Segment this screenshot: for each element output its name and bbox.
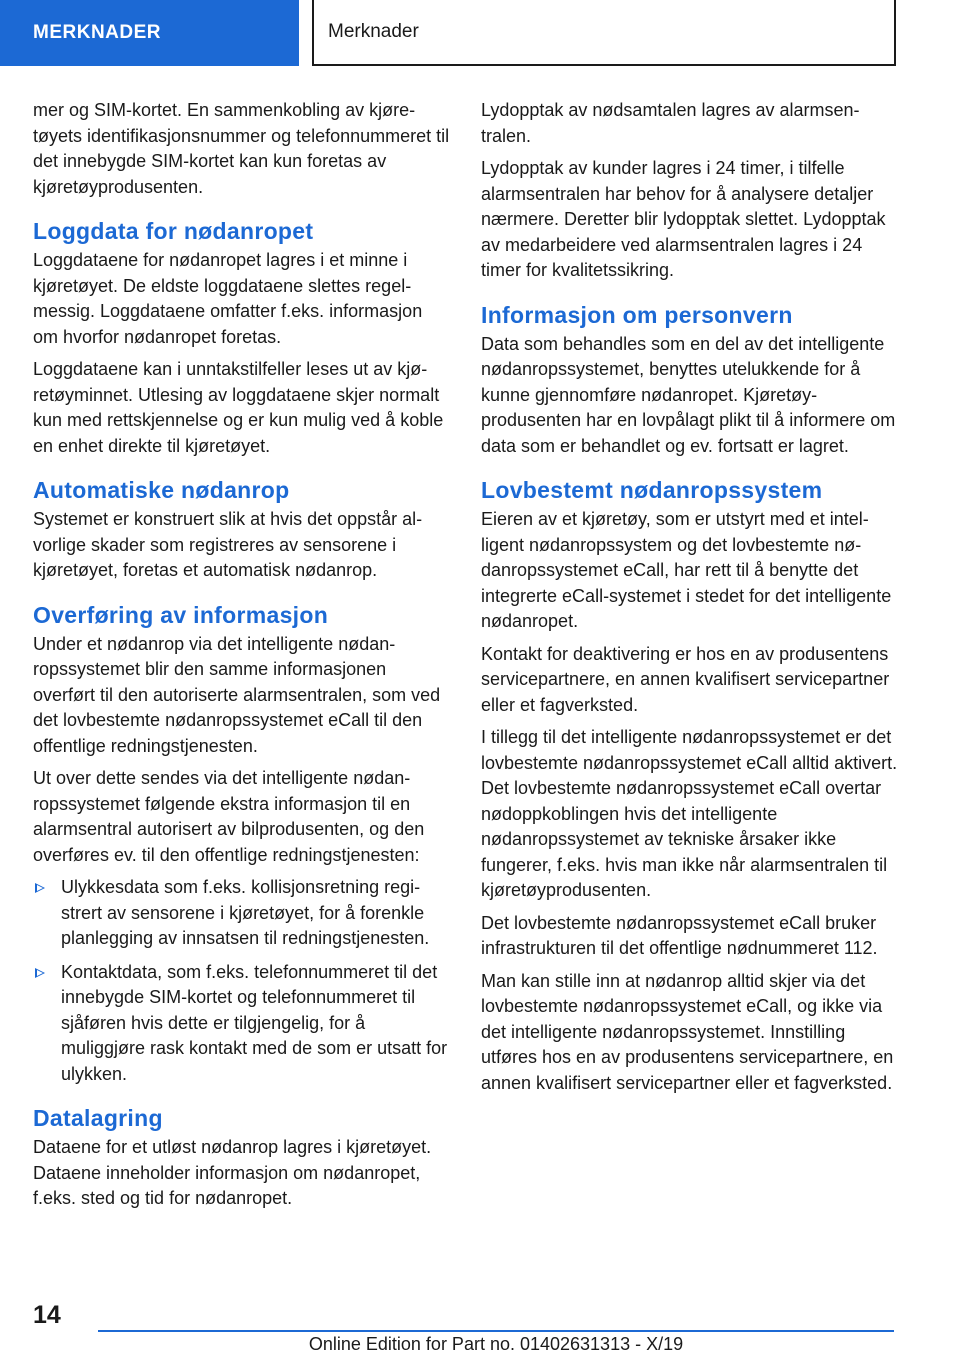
right-column [481,98,899,1103]
triangle-bullet-icon [35,968,45,978]
paragraph: Eieren av et kjøretøy, som er utstyrt med et intelligent nødanropssystem og det lovbestemte nødanropssystemet eCall, har rett til å benytte det integrerte eCall-systemet i stedet for det intelligente nødanropet. [481,509,892,631]
chapter-tab: MERKNADER [0,0,299,66]
heading-loggdata: Loggdata for nødanropet [33,218,314,244]
footer-edition-text: Online Edition for Part no. 01402631313 - X/19 [308,1334,684,1354]
bullet-list [33,875,451,1087]
paragraph: I tillegg til det intelligente nødanropssystemet er det lovbestemte nødanropssystemet eCall alltid aktivert. Det lovbestemte nødanropssystemet eCall overtar nødoppkoblingen hvis det intelligente nødanropssystemet av tekniske årsaker ikke fungerer, f.eks. hvis man ikke når alarmsentralen til kjøretøyprodusenten. [481,727,898,900]
paragraph: Loggdataene for nødanropet lagres i et minne i kjøretøyet. De eldste loggdataene slettes regelmessig. Loggdataene omfatter f.eks. informasjon om hvorfor nødanropet foretas. [33,250,423,347]
paragraph: Lydopptak av nødsamtalen lagres av alarmsentralen. [481,100,860,146]
paragraph: Loggdataene kan i unntakstilfeller leses ut av kjøretøyminnet. Utlesing av loggdataene skjer normalt kun med rettskjennelse og er kun mulig ved å koble en enhet direkte til kjøretøyet. [33,359,444,456]
left-column [33,98,451,1219]
list-item-text: Ulykkesdata som f.eks. kollisjonsretning registrert av sensorene i kjøretøyet, for å forenkle planlegging av innsatsen til redningstjenesten. [61,877,430,948]
page-header-title: Merknader [312,0,896,66]
heading-personvern: Informasjon om personvern [481,301,793,328]
intro-paragraph: mer og SIM-kortet. En sammenkobling av kjøretøyets identifikasjonsnummer og telefonnummeret til det innebygde SIM-kortet kan kun foretas av kjøretøyprodusenten. [33,100,450,197]
footer-divider [98,1330,894,1332]
paragraph: Man kan stille inn at nødanrop alltid skjer via det lovbestemte nødanropssystemet eCall, og ikke via det intelligente nødanropssystemet. Innstilling utføres hos en av produsentens servicepartnere, en annen kvalifisert servicepartner eller et fagverksted. [481,970,894,1093]
paragraph: Systemet er konstruert slik at hvis det oppstår alvorlige skader som registreres av sensorene i kjøretøyet, foretas et automatisk nødanrop. [33,509,423,580]
paragraph: Det lovbestemte nødanropssystemet eCall bruker infrastrukturen til det offentlige nødnummeret 112. [481,912,878,958]
heading-datalagring: Datalagring [33,1105,163,1131]
paragraph: Lydopptak av kunder lagres i 24 timer, i tilfelle alarmsentralen har behov for å analysere detaljer nærmere. Deretter blir lydopptak slettet. Lydopptak av medarbeidere ved alarmsentralen lagres i 24 timer for kvalitetssikring. [481,158,886,280]
heading-overforing: Overføring av informasjon [33,601,329,628]
list-item [33,960,451,1088]
paragraph: Data som behandles som en del av det intelligente nødanropssystemet, benyttes utelukkende for å kunne gjennomføre nødanropet. Kjøretøyprodusenten har en lovpålagt plikt til å informere om data som er behandlet og ev. fortsatt er lagret. [481,333,896,456]
paragraph: Ut over dette sendes via det intelligente nødanropssystemet følgende ekstra informasjon til en alarmsentral autorisert av bilprodusenten, og den overføres ev. til den offentlige redningstjenesten: [33,768,425,865]
paragraph: Dataene for et utløst nødanrop lagres i kjøretøyet. Dataene inneholder informasjon om nødanropet, f.eks. sted og tid for nødanropet. [33,1137,432,1208]
paragraph: Kontakt for deaktivering er hos en av produsentens servicepartnere, en annen kvalifisert servicepartner eller et fagverksted. [481,643,890,715]
heading-lovbestemt: Lovbestemt nødanropssystem [481,477,823,503]
page-number: 14 [33,1301,61,1329]
list-item [33,875,451,952]
list-item-text: Kontaktdata, som f.eks. telefonnummeret til det innebygde SIM-kortet og telefonnummeret til sjåføren hvis dette er tilgjengelig, for å muliggjøre rask kontakt med de som er utsatt for ulykken. [61,961,448,1084]
heading-automatiske: Automatiske nødanrop [33,477,290,503]
paragraph: Under et nødanrop via det intelligente nødanropssystemet blir den samme informasjonen overført til den autoriserte alarmsentralen, som ved det lovbestemte nødanropssystemet eCall til den offentlige redningstjenesten. [33,633,441,756]
triangle-bullet-icon [35,883,45,893]
